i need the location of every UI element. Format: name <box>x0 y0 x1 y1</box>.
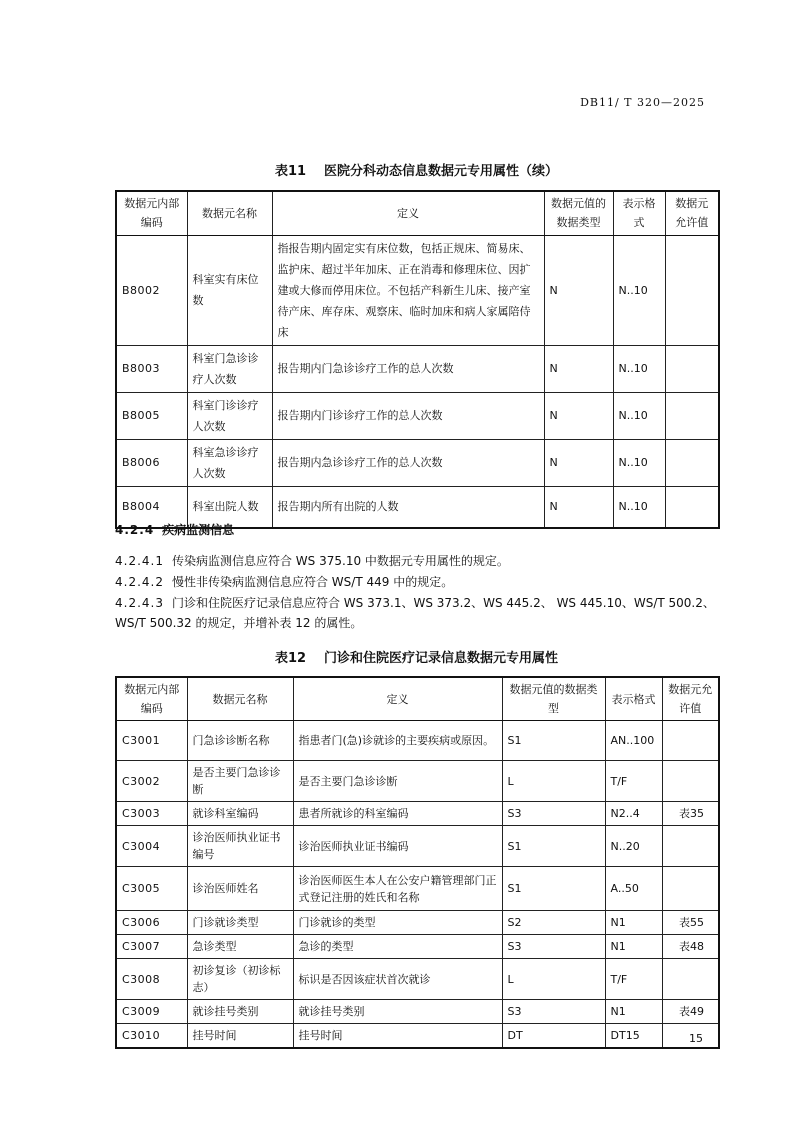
cell-name: 科室门诊诊疗人次数 <box>187 392 272 439</box>
table-row <box>116 911 719 935</box>
cell-format: AN..100 <box>605 721 662 761</box>
table-row <box>116 959 719 1000</box>
cell-name: 诊治医师执业证书编号 <box>187 826 293 867</box>
cell-code: C3006 <box>116 911 187 935</box>
cell-allowed <box>665 235 719 345</box>
cell-format: N..10 <box>613 345 665 392</box>
cell-definition: 标识是否因该症状首次就诊 <box>293 959 502 1000</box>
section-item <box>115 551 718 571</box>
section-item <box>115 572 718 592</box>
cell-definition: 诊治医师医生本人在公安户籍管理部门正式登记注册的姓氏和名称 <box>293 867 502 911</box>
cell-definition: 患者所就诊的科室编码 <box>293 802 502 826</box>
item-number: 4.2.4.3 <box>115 596 164 610</box>
cell-name: 初诊复诊（初诊标志） <box>187 959 293 1000</box>
cell-format: N..10 <box>613 235 665 345</box>
table11-caption-number: 表11 <box>274 164 307 179</box>
cell-code: B8003 <box>116 345 187 392</box>
table11 <box>115 190 720 529</box>
cell-type: S3 <box>502 1000 605 1024</box>
table-row <box>116 867 719 911</box>
table12-header-format: 表示格式 <box>605 677 662 721</box>
cell-type: N <box>544 345 613 392</box>
cell-code: C3003 <box>116 802 187 826</box>
table11-caption-title: 医院分科动态信息数据元专用属性（续） <box>324 164 559 179</box>
table12-header-name: 数据元名称 <box>187 677 293 721</box>
cell-code: B8005 <box>116 392 187 439</box>
cell-allowed: 表49 <box>662 1000 719 1024</box>
cell-format: N1 <box>605 911 662 935</box>
cell-code: C3001 <box>116 721 187 761</box>
cell-definition: 是否主要门急诊诊断 <box>293 761 502 802</box>
cell-name: 急诊类型 <box>187 935 293 959</box>
item-text: 传染病监测信息应符合 WS 375.10 中数据元专用属性的规定。 <box>171 554 509 568</box>
table11-header-format: 表示格式 <box>613 191 665 235</box>
table-row <box>116 826 719 867</box>
cell-format: N..10 <box>613 392 665 439</box>
cell-code: C3007 <box>116 935 187 959</box>
table11-header-row <box>116 191 719 235</box>
table-row <box>116 1024 719 1049</box>
cell-type: DT <box>502 1024 605 1049</box>
section-title: 疾病监测信息 <box>162 523 235 537</box>
cell-allowed <box>662 761 719 802</box>
table12-caption <box>115 647 718 666</box>
cell-name: 挂号时间 <box>187 1024 293 1049</box>
cell-name: 科室门急诊诊疗人次数 <box>187 345 272 392</box>
cell-allowed: 表48 <box>662 935 719 959</box>
cell-allowed: 表35 <box>662 802 719 826</box>
page-number: 15 <box>689 1032 703 1045</box>
cell-name: 就诊科室编码 <box>187 802 293 826</box>
cell-name: 科室实有床位数 <box>187 235 272 345</box>
cell-type: S3 <box>502 935 605 959</box>
cell-type: N <box>544 235 613 345</box>
cell-format: N1 <box>605 1000 662 1024</box>
cell-type: S1 <box>502 721 605 761</box>
cell-definition: 急诊的类型 <box>293 935 502 959</box>
table-row <box>116 439 719 486</box>
item-number: 4.2.4.1 <box>115 554 164 568</box>
cell-format: DT15 <box>605 1024 662 1049</box>
cell-code: C3005 <box>116 867 187 911</box>
cell-allowed <box>662 867 719 911</box>
cell-definition: 门诊就诊的类型 <box>293 911 502 935</box>
cell-definition: 诊治医师执业证书编码 <box>293 826 502 867</box>
cell-format: T/F <box>605 959 662 1000</box>
cell-allowed <box>665 392 719 439</box>
table-row <box>116 802 719 826</box>
table12-caption-title: 门诊和住院医疗记录信息数据元专用属性 <box>324 651 559 666</box>
table12-header-row <box>116 677 719 721</box>
cell-type: S3 <box>502 802 605 826</box>
cell-code: C3002 <box>116 761 187 802</box>
cell-type: S1 <box>502 867 605 911</box>
table12-header-allowed: 数据元允许值 <box>662 677 719 721</box>
cell-definition: 挂号时间 <box>293 1024 502 1049</box>
cell-format: T/F <box>605 761 662 802</box>
document-id: DB11/ T 320—2025 <box>580 96 705 109</box>
cell-definition: 报告期内门诊诊疗工作的总人次数 <box>272 392 544 439</box>
cell-code: C3004 <box>116 826 187 867</box>
cell-name: 是否主要门急诊诊断 <box>187 761 293 802</box>
cell-type: S1 <box>502 826 605 867</box>
cell-code: B8006 <box>116 439 187 486</box>
cell-format: N..20 <box>605 826 662 867</box>
table-row <box>116 761 719 802</box>
table11-header-type: 数据元值的数据类型 <box>544 191 613 235</box>
cell-definition: 指报告期内固定实有床位数，包括正规床、简易床、监护床、超过半年加床、正在消毒和修理床位、因扩建或大修而停用床位。不包括产科新生儿床、接产室待产床、库存床、观察床、临时加床和病人家属陪侍床 <box>272 235 544 345</box>
table-row <box>116 1000 719 1024</box>
table12-caption-number: 表12 <box>274 651 307 666</box>
cell-type: L <box>502 959 605 1000</box>
cell-code: C3010 <box>116 1024 187 1049</box>
cell-allowed <box>662 721 719 761</box>
table11-header-definition: 定义 <box>272 191 544 235</box>
item-text: 门诊和住院医疗记录信息应符合 WS 373.1、WS 373.2、WS 445.2、 WS 445.10、WS/T 500.2、WS/T 500.32 的规定，并增补表 12 的属性。 <box>115 596 715 630</box>
table12 <box>115 676 720 1049</box>
cell-name: 门诊就诊类型 <box>187 911 293 935</box>
cell-definition: 指患者门(急)诊就诊的主要疾病或原因。 <box>293 721 502 761</box>
table12-header-definition: 定义 <box>293 677 502 721</box>
cell-type: N <box>544 486 613 528</box>
table-row <box>116 392 719 439</box>
cell-name: 科室急诊诊疗人次数 <box>187 439 272 486</box>
item-text: 慢性非传染病监测信息应符合 WS/T 449 中的规定。 <box>171 575 454 589</box>
table11-header-allowed: 数据元允许值 <box>665 191 719 235</box>
table11-header-code: 数据元内部编码 <box>116 191 187 235</box>
cell-code: B8004 <box>116 486 187 528</box>
cell-code: C3009 <box>116 1000 187 1024</box>
cell-type: N <box>544 392 613 439</box>
cell-name: 诊治医师姓名 <box>187 867 293 911</box>
cell-allowed <box>662 959 719 1000</box>
table-row <box>116 721 719 761</box>
cell-format: N..10 <box>613 439 665 486</box>
table-row <box>116 235 719 345</box>
cell-code: C3008 <box>116 959 187 1000</box>
cell-type: S2 <box>502 911 605 935</box>
table12-header-code: 数据元内部编码 <box>116 677 187 721</box>
table12-header-type: 数据元值的数据类型 <box>502 677 605 721</box>
cell-definition: 就诊挂号类别 <box>293 1000 502 1024</box>
cell-name: 就诊挂号类别 <box>187 1000 293 1024</box>
cell-allowed: 表55 <box>662 911 719 935</box>
cell-format: N2..4 <box>605 802 662 826</box>
table-row <box>116 345 719 392</box>
section-number: 4.2.4 <box>115 523 155 537</box>
cell-name: 科室出院人数 <box>187 486 272 528</box>
cell-definition: 报告期内所有出院的人数 <box>272 486 544 528</box>
table11-caption <box>115 160 718 179</box>
cell-format: N1 <box>605 935 662 959</box>
cell-allowed <box>662 826 719 867</box>
item-number: 4.2.4.2 <box>115 575 164 589</box>
cell-code: B8002 <box>116 235 187 345</box>
cell-allowed <box>665 439 719 486</box>
section-heading <box>115 520 718 540</box>
cell-name: 门急诊诊断名称 <box>187 721 293 761</box>
cell-definition: 报告期内门急诊诊疗工作的总人次数 <box>272 345 544 392</box>
table11-header-name: 数据元名称 <box>187 191 272 235</box>
section-item <box>115 593 718 633</box>
cell-allowed <box>665 345 719 392</box>
cell-definition: 报告期内急诊诊疗工作的总人次数 <box>272 439 544 486</box>
cell-format: A..50 <box>605 867 662 911</box>
cell-type: N <box>544 439 613 486</box>
table-row <box>116 935 719 959</box>
cell-format: N..10 <box>613 486 665 528</box>
cell-type: L <box>502 761 605 802</box>
